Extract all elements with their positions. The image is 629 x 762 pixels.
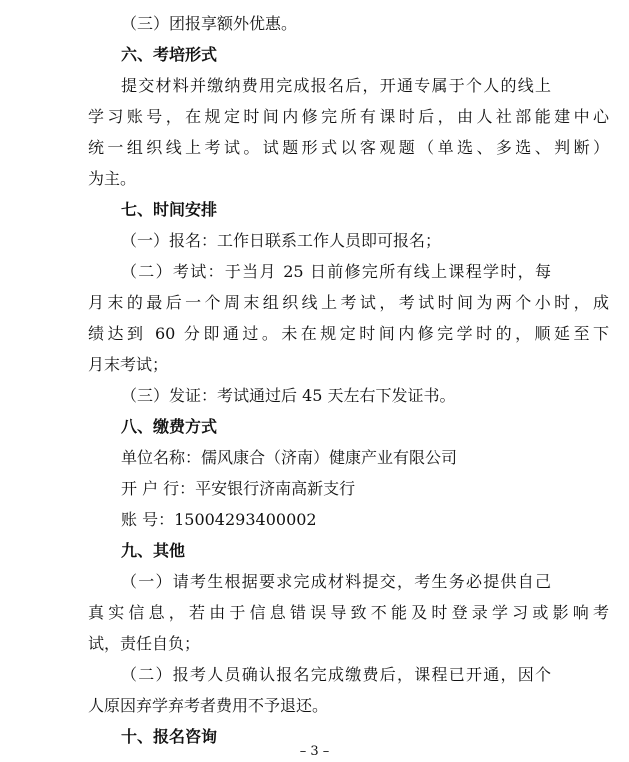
schedule-exam-line-4: 月末考试； — [88, 355, 169, 374]
para-exam-format-line-4: 为主。 — [88, 169, 137, 188]
payment-account: 账 号：15004293400002 — [121, 510, 317, 529]
heading-payment: 八、缴费方式 — [121, 417, 218, 436]
heading-other: 九、其他 — [121, 541, 186, 560]
para-exam-format-line-3: 统一组织线上考试。试题形式以客观题（单选、多选、判断） — [88, 138, 609, 157]
para-exam-format-line-1: 提交材料并缴纳费用完成报名后，开通专属于个人的线上 — [121, 76, 551, 95]
schedule-certificate: （三）发证：考试通过后 45 天左右下发证书。 — [121, 386, 456, 405]
other-item-1-line-3: 试，责任自负； — [88, 634, 201, 653]
heading-exam-format: 六、考培形式 — [121, 45, 218, 64]
schedule-exam-line-2: 月末的最后一个周末组织线上考试，考试时间为两个小时，成 — [88, 293, 609, 312]
para-exam-format-line-2: 学习账号，在规定时间内修完所有课时后，由人社部能建中心 — [88, 107, 609, 126]
payment-company-name: 单位名称：儒风康合（济南）健康产业有限公司 — [121, 448, 458, 467]
heading-schedule: 七、时间安排 — [121, 200, 218, 219]
payment-bank: 开 户 行：平安银行济南高新支行 — [121, 479, 356, 498]
schedule-exam-line-1: （二）考试：于当月 25 日前修完所有线上课程学时，每 — [121, 262, 551, 281]
schedule-exam-line-3: 绩达到 60 分即通过。未在规定时间内修完学时的，顺延至下 — [88, 324, 609, 343]
other-item-1-line-2: 真实信息，若由于信息错误导致不能及时登录学习或影响考 — [88, 603, 609, 622]
schedule-registration: （一）报名：工作日联系工作人员即可报名； — [121, 231, 442, 250]
heading-consultation: 十、报名咨询 — [121, 727, 218, 746]
other-item-2-line-1: （二）报考人员确认报名完成缴费后，课程已开通，因个 — [121, 665, 551, 684]
other-item-1-line-1: （一）请考生根据要求完成材料提交，考生务必提供自己 — [121, 572, 551, 591]
other-item-2-line-2: 人原因弃学弃考者费用不予退还。 — [88, 696, 329, 715]
item-0-discount-note: （三）团报享额外优惠。 — [121, 14, 298, 33]
page-number: – 3 – — [299, 744, 330, 759]
